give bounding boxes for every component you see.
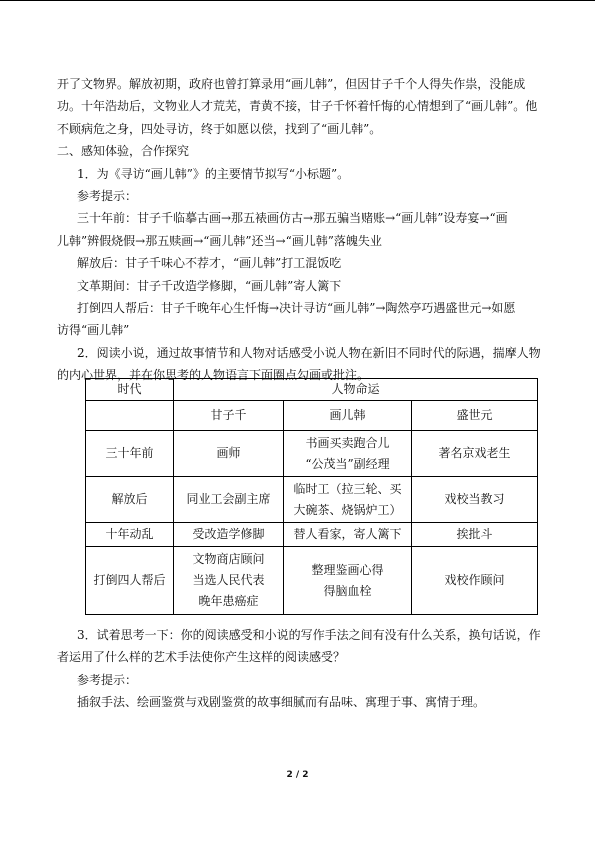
era-cell: 三十年前 [86, 431, 174, 477]
person-name: 甘子千 [174, 401, 284, 431]
person-name: 画儿韩 [284, 401, 412, 431]
question-3-cont: 者运用了什么样的艺术手法使你产生这样的阅读感受？ [57, 650, 346, 665]
fate-cell [412, 547, 538, 615]
question-2: 2．阅读小说，通过故事情节和人物对话感受小说人物在新旧不同时代的际遇，揣摩人物 [77, 345, 541, 360]
hint-label: 参考提示： [77, 189, 138, 204]
fate-cell [284, 477, 412, 523]
question-2-cont: 的内心世界，并在你思考的人物语言下面圈点勾画或批注。 [57, 368, 370, 383]
question-1: 1．为《寻访“画儿韩”》的主要情节拟写“小标题”。 [77, 166, 350, 181]
intro-line: 不顾病危之身，四处寻访，终于如愿以偿，找到了“画儿韩”。 [57, 121, 382, 136]
fate-text: 大碗茶、烧锅炉工） [293, 502, 402, 517]
fate-cell [284, 523, 412, 547]
fate-cell [174, 431, 284, 477]
fate-text: 文物商店顾问 [192, 552, 265, 566]
table-row [86, 431, 538, 477]
fate-cell [412, 431, 538, 477]
question-3: 3．试着思考一下：你的阅读感受和小说的写作手法之间有没有什么关系，换句话说，作 [77, 628, 541, 642]
table-row [86, 523, 538, 547]
intro-line: 功。十年浩劫后，文物业人才荒芜，青黄不接，甘子千怀着忏悔的心情想到了“画儿韩”。他 [57, 99, 538, 114]
fate-cell [284, 547, 412, 615]
document-body [57, 73, 539, 387]
fate-text: 戏校当教习 [444, 492, 505, 506]
table-header-row [86, 379, 538, 401]
intro-line: 开了文物界。解放初期，政府也曾打算录用“画儿韩”，但因甘子千个人得失作祟，没能成 [57, 77, 526, 91]
header-rule [0, 0, 595, 1]
fate-text: 晚年患癌症 [198, 594, 259, 608]
page-number: 2 / 2 [286, 770, 309, 780]
plot-line: 三十年前：甘子千临摹古画→那五裱画仿古→那五骗当赌账→“画儿韩”设寿宴→“画 [77, 211, 508, 226]
fate-cell [174, 523, 284, 547]
era-cell: 十年动乱 [86, 523, 174, 547]
fate-text: 画师 [216, 446, 241, 460]
fate-text: 替人看家，寄人篱下 [293, 527, 402, 541]
fate-cell [412, 523, 538, 547]
table-cell-empty [86, 401, 174, 431]
table-row [86, 547, 538, 615]
plot-item: 文革期间：甘子千改造学修脚，“画儿韩”寄人篱下 [77, 278, 342, 293]
era-cell: 打倒四人帮后 [86, 547, 174, 615]
fate-text: 得脑血栓 [323, 583, 372, 598]
hint-label: 参考提示： [77, 672, 138, 687]
fate-cell [284, 431, 412, 477]
question-3-block [57, 624, 539, 714]
fate-text: 书画买卖跑合儿 [305, 435, 390, 450]
plot-item: 解放后：甘子千味心不荐才，“画儿韩”打工混饭吃 [77, 256, 342, 271]
fate-text: 著名京戏老生 [438, 446, 511, 460]
answer-text: 插叙手法、绘画鉴赏与戏剧鉴赏的故事细腻而有品味、寓理于事、寓情于理。 [77, 695, 486, 710]
character-fate-table [85, 378, 538, 615]
table-header-era: 时代 [86, 379, 174, 401]
fate-text: 当选人民代表 [192, 573, 265, 587]
fate-text: 临时工（拉三轮、买 [293, 481, 402, 496]
plot-line: 打倒四人帮后：甘子千晚年心生忏悔→决计寻访“画儿韩”→陶然亭巧遇盛世元→如愿 [77, 301, 516, 316]
fate-text: 整理鉴画心得 [311, 562, 384, 577]
person-name: 盛世元 [412, 401, 538, 431]
table-row [86, 477, 538, 523]
era-cell: 解放后 [86, 477, 174, 523]
table-person-row [86, 401, 538, 431]
plot-line: 访得“画儿韩” [57, 323, 130, 338]
fate-cell [412, 477, 538, 523]
plot-line: 儿韩”辨假烧假→那五赎画→“画儿韩”还当→“画儿韩”落魄失业 [57, 233, 382, 248]
section-title: 二、感知体验，合作探究 [57, 144, 190, 159]
fate-text: 受改造学修脚 [192, 527, 265, 541]
table-header-fate: 人物命运 [174, 379, 538, 401]
fate-cell [174, 547, 284, 615]
fate-text: 同业工会副主席 [186, 492, 271, 506]
fate-text: 挨批斗 [456, 527, 493, 541]
fate-text: 戏校作顾问 [444, 573, 505, 587]
fate-cell [174, 477, 284, 523]
fate-text: “公茂当”副经理 [305, 456, 390, 471]
